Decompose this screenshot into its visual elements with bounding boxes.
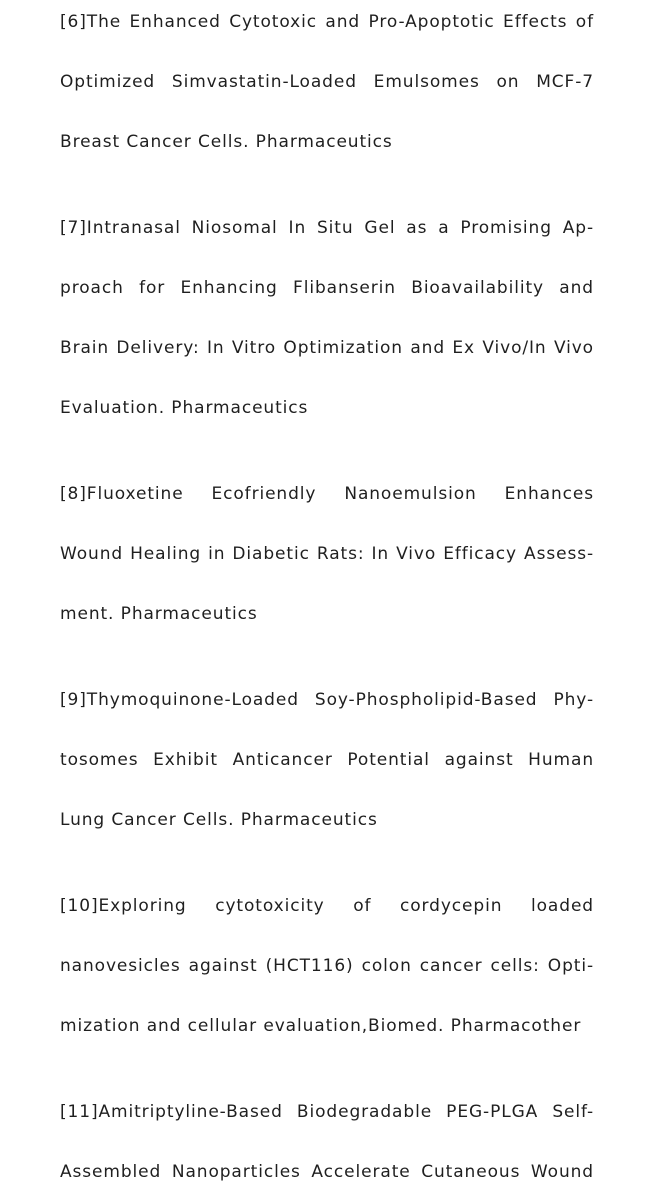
reference-item-9	[60, 670, 594, 850]
reference-line: ment. Pharmaceutics	[60, 604, 258, 624]
reference-line: [9]Thymoquinone-Loaded Soy-Phospholipid-Based Phy-	[60, 690, 594, 710]
reference-line: [6]The Enhanced Cytotoxic and Pro-Apoptotic Effects of	[60, 12, 594, 32]
reference-line: Evaluation. Pharmaceutics	[60, 398, 309, 418]
reference-line: nanovesicles against (HCT116) colon cancer cells: Opti-	[60, 956, 594, 976]
reference-line: [8]Fluoxetine Ecofriendly Nanoemulsion Enhances	[60, 484, 594, 504]
reference-line: tosomes Exhibit Anticancer Potential against Human	[60, 750, 594, 770]
reference-line: Wound Healing in Diabetic Rats: In Vivo Efficacy Assess-	[60, 544, 594, 564]
reference-line: Brain Delivery: In Vitro Optimization and Ex Vivo/In Vivo	[60, 338, 594, 358]
reference-item-10	[60, 876, 594, 1056]
reference-line: Breast Cancer Cells. Pharmaceutics	[60, 132, 393, 152]
reference-line: mization and cellular evaluation,Biomed. Pharmacother	[60, 1016, 582, 1036]
reference-line: [10]Exploring cytotoxicity of cordycepin loaded	[60, 896, 594, 916]
reference-list	[60, 0, 594, 1202]
reference-item-8	[60, 464, 594, 644]
reference-line: [7]Intranasal Niosomal In Situ Gel as a Promising Ap-	[60, 218, 594, 238]
reference-line: [11]Amitriptyline-Based Biodegradable PEG-PLGA Self-	[60, 1102, 594, 1122]
reference-line: Lung Cancer Cells. Pharmaceutics	[60, 810, 378, 830]
reference-line: Assembled Nanoparticles Accelerate Cutaneous Wound	[60, 1162, 594, 1182]
reference-line: proach for Enhancing Flibanserin Bioavailability and	[60, 278, 594, 298]
reference-line: Optimized Simvastatin-Loaded Emulsomes on MCF-7	[60, 72, 594, 92]
reference-item-6	[60, 0, 594, 172]
reference-item-7	[60, 198, 594, 438]
reference-item-11	[60, 1082, 594, 1202]
